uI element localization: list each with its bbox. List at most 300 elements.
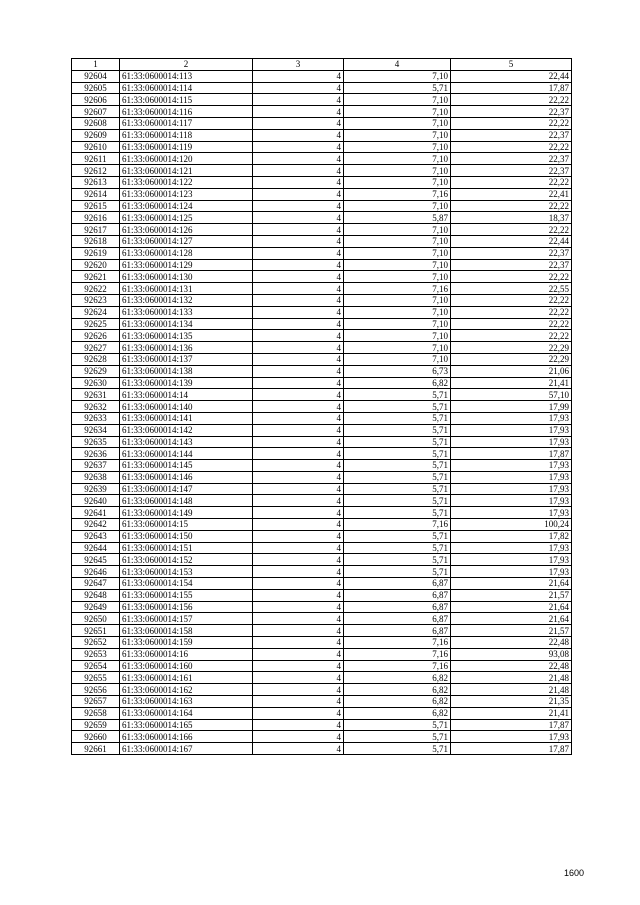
column-5-cell: 17,93 [451, 424, 572, 436]
column-3-cell: 4 [253, 507, 344, 519]
row-number-cell: 92621 [72, 271, 120, 283]
table-row [72, 412, 572, 424]
table-row [72, 660, 572, 672]
column-4-cell: 6,82 [344, 684, 451, 696]
column-5-cell: 17,87 [451, 82, 572, 94]
row-number-cell: 92617 [72, 224, 120, 236]
column-4-cell: 7,10 [344, 235, 451, 247]
table-row [72, 306, 572, 318]
row-number-cell: 92654 [72, 660, 120, 672]
cadastral-number-cell: 61:33:0600014:138 [120, 365, 253, 377]
table-row [72, 294, 572, 306]
cadastral-number-cell: 61:33:0600014:152 [120, 554, 253, 566]
cadastral-number-cell: 61:33:0600014:145 [120, 460, 253, 472]
row-number-cell: 92652 [72, 637, 120, 649]
column-5-cell: 22,22 [451, 224, 572, 236]
row-number-cell: 92614 [72, 188, 120, 200]
cadastral-number-cell: 61:33:0600014:125 [120, 212, 253, 224]
column-4-cell: 5,71 [344, 460, 451, 472]
table-row [72, 153, 572, 165]
column-3-cell: 4 [253, 436, 344, 448]
cadastral-number-cell: 61:33:0600014:141 [120, 412, 253, 424]
column-4-cell: 7,16 [344, 648, 451, 660]
row-number-cell: 92637 [72, 460, 120, 472]
column-4-cell: 7,10 [344, 330, 451, 342]
table-row [72, 176, 572, 188]
column-5-cell: 17,93 [451, 507, 572, 519]
table-row [72, 554, 572, 566]
table-row [72, 495, 572, 507]
column-3-cell: 4 [253, 212, 344, 224]
column-5-cell: 22,55 [451, 283, 572, 295]
row-number-cell: 92653 [72, 648, 120, 660]
cadastral-number-cell: 61:33:0600014:16 [120, 648, 253, 660]
column-4-cell: 6,82 [344, 696, 451, 708]
cadastral-number-cell: 61:33:0600014:115 [120, 94, 253, 106]
column-3-cell: 4 [253, 578, 344, 590]
table-row [72, 353, 572, 365]
row-number-cell: 92643 [72, 530, 120, 542]
cadastral-number-cell: 61:33:0600014:122 [120, 176, 253, 188]
column-4-cell: 7,10 [344, 224, 451, 236]
column-5-cell: 22,44 [451, 235, 572, 247]
cadastral-number-cell: 61:33:0600014:123 [120, 188, 253, 200]
column-3-cell: 4 [253, 707, 344, 719]
column-3-cell: 4 [253, 141, 344, 153]
cadastral-number-cell: 61:33:0600014:143 [120, 436, 253, 448]
row-number-cell: 92625 [72, 318, 120, 330]
cadastral-number-cell: 61:33:0600014:156 [120, 601, 253, 613]
column-5-cell: 22,22 [451, 94, 572, 106]
table-row [72, 365, 572, 377]
column-5-cell: 22,37 [451, 165, 572, 177]
column-4-cell: 7,10 [344, 129, 451, 141]
row-number-cell: 92631 [72, 389, 120, 401]
table-row [72, 648, 572, 660]
column-4-cell: 7,10 [344, 94, 451, 106]
column-4-cell: 6,87 [344, 601, 451, 613]
table-row [72, 707, 572, 719]
column-3-cell: 4 [253, 389, 344, 401]
cadastral-number-cell: 61:33:0600014:116 [120, 106, 253, 118]
table-row [72, 247, 572, 259]
cadastral-number-cell: 61:33:0600014:131 [120, 283, 253, 295]
table-row [72, 271, 572, 283]
column-3-cell: 4 [253, 200, 344, 212]
column-4-cell: 5,71 [344, 542, 451, 554]
column-5-cell: 21,48 [451, 684, 572, 696]
row-number-cell: 92623 [72, 294, 120, 306]
row-number-cell: 92658 [72, 707, 120, 719]
cadastral-number-cell: 61:33:0600014:155 [120, 589, 253, 601]
column-3-cell: 4 [253, 235, 344, 247]
table-row [72, 589, 572, 601]
table-row [72, 613, 572, 625]
table-row [72, 342, 572, 354]
column-3-cell: 4 [253, 530, 344, 542]
column-3-cell: 4 [253, 471, 344, 483]
data-table [71, 58, 572, 755]
column-3-cell: 4 [253, 672, 344, 684]
table-row [72, 436, 572, 448]
column-3-cell: 4 [253, 353, 344, 365]
column-3-cell: 4 [253, 247, 344, 259]
column-4-cell: 5,71 [344, 436, 451, 448]
column-4-cell: 7,16 [344, 188, 451, 200]
column-5-cell: 21,57 [451, 589, 572, 601]
column-4-cell: 7,10 [344, 106, 451, 118]
table-row [72, 259, 572, 271]
column-4-cell: 7,10 [344, 70, 451, 82]
table-row [72, 460, 572, 472]
column-4-cell: 7,10 [344, 306, 451, 318]
row-number-cell: 92622 [72, 283, 120, 295]
column-5-cell: 22,22 [451, 330, 572, 342]
column-5-cell: 22,37 [451, 247, 572, 259]
row-number-cell: 92612 [72, 165, 120, 177]
row-number-cell: 92613 [72, 176, 120, 188]
cadastral-number-cell: 61:33:0600014:117 [120, 117, 253, 129]
column-3-cell: 4 [253, 129, 344, 141]
column-3-cell: 4 [253, 283, 344, 295]
column-4-cell: 5,71 [344, 424, 451, 436]
column-5-cell: 17,87 [451, 719, 572, 731]
cadastral-number-cell: 61:33:0600014:139 [120, 377, 253, 389]
column-5-cell: 17,93 [451, 542, 572, 554]
column-3-cell: 4 [253, 660, 344, 672]
column-4-cell: 5,71 [344, 731, 451, 743]
column-3-cell: 4 [253, 495, 344, 507]
column-5-cell: 22,41 [451, 188, 572, 200]
column-3-cell: 4 [253, 165, 344, 177]
column-5-cell: 17,93 [451, 460, 572, 472]
column-3-cell: 4 [253, 70, 344, 82]
column-header-2: 2 [120, 59, 253, 71]
column-4-cell: 7,10 [344, 117, 451, 129]
table-row [72, 283, 572, 295]
row-number-cell: 92638 [72, 471, 120, 483]
column-5-cell: 22,22 [451, 200, 572, 212]
column-3-cell: 4 [253, 365, 344, 377]
table-row [72, 129, 572, 141]
column-3-cell: 4 [253, 294, 344, 306]
row-number-cell: 92604 [72, 70, 120, 82]
column-3-cell: 4 [253, 566, 344, 578]
row-number-cell: 92644 [72, 542, 120, 554]
table-row [72, 212, 572, 224]
row-number-cell: 92616 [72, 212, 120, 224]
header-row [72, 59, 572, 71]
table-row [72, 684, 572, 696]
column-3-cell: 4 [253, 224, 344, 236]
cadastral-number-cell: 61:33:0600014:119 [120, 141, 253, 153]
cadastral-number-cell: 61:33:0600014:166 [120, 731, 253, 743]
cadastral-number-cell: 61:33:0600014:118 [120, 129, 253, 141]
column-3-cell: 4 [253, 460, 344, 472]
cadastral-number-cell: 61:33:0600014:159 [120, 637, 253, 649]
table-row [72, 530, 572, 542]
column-4-cell: 7,10 [344, 353, 451, 365]
table-row [72, 377, 572, 389]
column-3-cell: 4 [253, 318, 344, 330]
cadastral-number-cell: 61:33:0600014:121 [120, 165, 253, 177]
cadastral-number-cell: 61:33:0600014:128 [120, 247, 253, 259]
column-5-cell: 22,29 [451, 342, 572, 354]
cadastral-number-cell: 61:33:0600014:140 [120, 401, 253, 413]
column-5-cell: 22,37 [451, 129, 572, 141]
column-5-cell: 21,48 [451, 672, 572, 684]
cadastral-number-cell: 61:33:0600014:144 [120, 448, 253, 460]
cadastral-number-cell: 61:33:0600014:153 [120, 566, 253, 578]
column-5-cell: 22,48 [451, 660, 572, 672]
table-row [72, 389, 572, 401]
row-number-cell: 92611 [72, 153, 120, 165]
table-row [72, 94, 572, 106]
column-4-cell: 5,71 [344, 401, 451, 413]
table-row [72, 471, 572, 483]
column-3-cell: 4 [253, 188, 344, 200]
column-4-cell: 5,71 [344, 483, 451, 495]
column-header-5: 5 [451, 59, 572, 71]
column-3-cell: 4 [253, 719, 344, 731]
row-number-cell: 92605 [72, 82, 120, 94]
column-header-1: 1 [72, 59, 120, 71]
column-4-cell: 7,10 [344, 318, 451, 330]
cadastral-number-cell: 61:33:0600014:132 [120, 294, 253, 306]
row-number-cell: 92645 [72, 554, 120, 566]
column-3-cell: 4 [253, 731, 344, 743]
column-4-cell: 6,82 [344, 672, 451, 684]
cadastral-number-cell: 61:33:0600014:151 [120, 542, 253, 554]
cadastral-number-cell: 61:33:0600014:130 [120, 271, 253, 283]
column-4-cell: 5,71 [344, 389, 451, 401]
cadastral-number-cell: 61:33:0600014:163 [120, 696, 253, 708]
table-row [72, 188, 572, 200]
row-number-cell: 92628 [72, 353, 120, 365]
column-4-cell: 7,10 [344, 176, 451, 188]
column-4-cell: 5,71 [344, 495, 451, 507]
column-3-cell: 4 [253, 448, 344, 460]
row-number-cell: 92642 [72, 519, 120, 531]
column-3-cell: 4 [253, 743, 344, 755]
row-number-cell: 92635 [72, 436, 120, 448]
column-5-cell: 17,87 [451, 448, 572, 460]
cadastral-number-cell: 61:33:0600014:158 [120, 625, 253, 637]
column-3-cell: 4 [253, 625, 344, 637]
column-5-cell: 21,57 [451, 625, 572, 637]
column-3-cell: 4 [253, 94, 344, 106]
column-5-cell: 22,37 [451, 106, 572, 118]
column-5-cell: 17,93 [451, 566, 572, 578]
column-5-cell: 22,22 [451, 176, 572, 188]
row-number-cell: 92608 [72, 117, 120, 129]
cadastral-number-cell: 61:33:0600014:133 [120, 306, 253, 318]
column-5-cell: 22,22 [451, 318, 572, 330]
cadastral-number-cell: 61:33:0600014:127 [120, 235, 253, 247]
row-number-cell: 92624 [72, 306, 120, 318]
column-4-cell: 7,10 [344, 271, 451, 283]
row-number-cell: 92641 [72, 507, 120, 519]
row-number-cell: 92640 [72, 495, 120, 507]
cadastral-number-cell: 61:33:0600014:142 [120, 424, 253, 436]
row-number-cell: 92606 [72, 94, 120, 106]
cadastral-number-cell: 61:33:0600014:146 [120, 471, 253, 483]
table-row [72, 448, 572, 460]
column-4-cell: 5,71 [344, 448, 451, 460]
cadastral-number-cell: 61:33:0600014:114 [120, 82, 253, 94]
column-5-cell: 21,06 [451, 365, 572, 377]
column-5-cell: 22,22 [451, 141, 572, 153]
column-4-cell: 5,71 [344, 471, 451, 483]
column-3-cell: 4 [253, 176, 344, 188]
column-5-cell: 17,93 [451, 483, 572, 495]
table-row [72, 519, 572, 531]
table-row [72, 235, 572, 247]
column-3-cell: 4 [253, 377, 344, 389]
table-row [72, 117, 572, 129]
table-row [72, 672, 572, 684]
column-3-cell: 4 [253, 589, 344, 601]
column-5-cell: 22,22 [451, 271, 572, 283]
column-3-cell: 4 [253, 271, 344, 283]
column-5-cell: 17,87 [451, 743, 572, 755]
table-row [72, 507, 572, 519]
column-5-cell: 22,22 [451, 294, 572, 306]
column-4-cell: 7,16 [344, 637, 451, 649]
column-5-cell: 21,41 [451, 707, 572, 719]
table-row [72, 401, 572, 413]
cadastral-number-cell: 61:33:0600014:157 [120, 613, 253, 625]
cadastral-number-cell: 61:33:0600014:14 [120, 389, 253, 401]
column-5-cell: 21,35 [451, 696, 572, 708]
column-4-cell: 7,16 [344, 283, 451, 295]
column-5-cell: 21,64 [451, 578, 572, 590]
column-4-cell: 7,10 [344, 141, 451, 153]
row-number-cell: 92649 [72, 601, 120, 613]
column-5-cell: 22,37 [451, 259, 572, 271]
column-3-cell: 4 [253, 401, 344, 413]
column-5-cell: 100,24 [451, 519, 572, 531]
cadastral-number-cell: 61:33:0600014:15 [120, 519, 253, 531]
column-4-cell: 6,87 [344, 578, 451, 590]
column-4-cell: 6,73 [344, 365, 451, 377]
cadastral-number-cell: 61:33:0600014:147 [120, 483, 253, 495]
column-5-cell: 22,22 [451, 117, 572, 129]
column-5-cell: 57,10 [451, 389, 572, 401]
table-row [72, 165, 572, 177]
column-3-cell: 4 [253, 637, 344, 649]
table-body [72, 70, 572, 754]
table-row [72, 483, 572, 495]
row-number-cell: 92636 [72, 448, 120, 460]
cadastral-number-cell: 61:33:0600014:161 [120, 672, 253, 684]
column-5-cell: 17,99 [451, 401, 572, 413]
column-4-cell: 6,87 [344, 613, 451, 625]
column-5-cell: 22,44 [451, 70, 572, 82]
column-3-cell: 4 [253, 82, 344, 94]
column-5-cell: 17,82 [451, 530, 572, 542]
row-number-cell: 92620 [72, 259, 120, 271]
row-number-cell: 92615 [72, 200, 120, 212]
table-row [72, 424, 572, 436]
column-5-cell: 21,64 [451, 613, 572, 625]
cadastral-number-cell: 61:33:0600014:124 [120, 200, 253, 212]
column-header-4: 4 [344, 59, 451, 71]
column-4-cell: 7,16 [344, 660, 451, 672]
cadastral-number-cell: 61:33:0600014:137 [120, 353, 253, 365]
column-3-cell: 4 [253, 601, 344, 613]
table-row [72, 224, 572, 236]
cadastral-number-cell: 61:33:0600014:126 [120, 224, 253, 236]
row-number-cell: 92618 [72, 235, 120, 247]
column-3-cell: 4 [253, 613, 344, 625]
table-row [72, 743, 572, 755]
row-number-cell: 92657 [72, 696, 120, 708]
cadastral-number-cell: 61:33:0600014:162 [120, 684, 253, 696]
row-number-cell: 92619 [72, 247, 120, 259]
column-3-cell: 4 [253, 648, 344, 660]
column-3-cell: 4 [253, 342, 344, 354]
column-4-cell: 6,82 [344, 707, 451, 719]
column-5-cell: 22,48 [451, 637, 572, 649]
column-3-cell: 4 [253, 554, 344, 566]
row-number-cell: 92607 [72, 106, 120, 118]
column-4-cell: 7,10 [344, 153, 451, 165]
column-4-cell: 7,10 [344, 165, 451, 177]
row-number-cell: 92656 [72, 684, 120, 696]
column-4-cell: 6,87 [344, 589, 451, 601]
row-number-cell: 92660 [72, 731, 120, 743]
cadastral-number-cell: 61:33:0600014:165 [120, 719, 253, 731]
table-row [72, 141, 572, 153]
row-number-cell: 92651 [72, 625, 120, 637]
column-3-cell: 4 [253, 330, 344, 342]
column-4-cell: 5,71 [344, 743, 451, 755]
cadastral-number-cell: 61:33:0600014:149 [120, 507, 253, 519]
row-number-cell: 92655 [72, 672, 120, 684]
table-row [72, 601, 572, 613]
table-row [72, 318, 572, 330]
column-3-cell: 4 [253, 424, 344, 436]
cadastral-number-cell: 61:33:0600014:150 [120, 530, 253, 542]
column-4-cell: 5,71 [344, 530, 451, 542]
table-row [72, 82, 572, 94]
column-5-cell: 17,93 [451, 731, 572, 743]
column-4-cell: 5,71 [344, 566, 451, 578]
column-5-cell: 17,93 [451, 412, 572, 424]
table-row [72, 566, 572, 578]
table-row [72, 70, 572, 82]
row-number-cell: 92646 [72, 566, 120, 578]
cadastral-number-cell: 61:33:0600014:167 [120, 743, 253, 755]
cadastral-number-cell: 61:33:0600014:154 [120, 578, 253, 590]
column-3-cell: 4 [253, 684, 344, 696]
column-3-cell: 4 [253, 483, 344, 495]
column-5-cell: 21,64 [451, 601, 572, 613]
cadastral-number-cell: 61:33:0600014:160 [120, 660, 253, 672]
column-3-cell: 4 [253, 696, 344, 708]
table-row [72, 696, 572, 708]
cadastral-number-cell: 61:33:0600014:164 [120, 707, 253, 719]
column-3-cell: 4 [253, 542, 344, 554]
column-3-cell: 4 [253, 117, 344, 129]
table-row [72, 637, 572, 649]
cadastral-number-cell: 61:33:0600014:120 [120, 153, 253, 165]
row-number-cell: 92610 [72, 141, 120, 153]
row-number-cell: 92634 [72, 424, 120, 436]
cadastral-number-cell: 61:33:0600014:129 [120, 259, 253, 271]
row-number-cell: 92647 [72, 578, 120, 590]
